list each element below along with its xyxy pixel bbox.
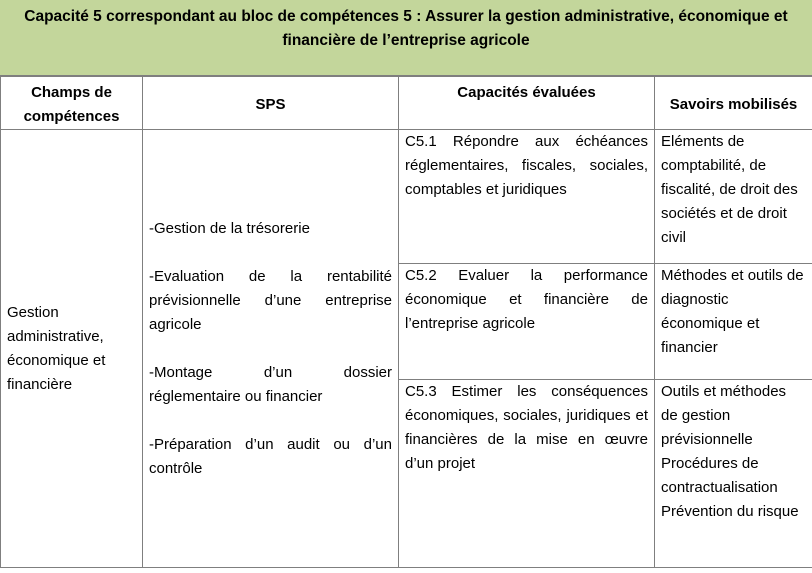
sps-item: -Montage d’un dossier réglementaire ou financier <box>149 363 392 405</box>
sps-item: -Gestion de la trésorerie <box>149 219 310 237</box>
section-title-banner <box>0 0 812 76</box>
savoirs-cell-c5-2 <box>655 264 812 380</box>
savoir-item: Eléments de comptabilité, de fiscalité, de droit des sociétés et de droit civil <box>661 133 798 246</box>
savoirs-cell-c5-1 <box>655 130 812 264</box>
champs-cell: Gestion administrative, économique et financière <box>1 130 143 568</box>
competences-table <box>0 76 812 568</box>
capacite-cell-c5-3: C5.3 Estimer les conséquences économiques, sociales, juridiques et financières de la mise en œuvre d’un projet <box>399 380 655 568</box>
capacite-cell-c5-1: C5.1 Répondre aux échéances réglementaires, fiscales, sociales, comptables et juridiques <box>399 130 655 264</box>
table-header-row <box>1 77 812 130</box>
sps-cell <box>143 130 399 568</box>
sps-item: -Evaluation de la rentabilité prévisionnelle d’une entreprise agricole <box>149 267 392 333</box>
sps-item: -Préparation d’un audit ou d’un contrôle <box>149 435 392 477</box>
header-savoirs: Savoirs mobilisés <box>655 77 812 130</box>
banner-title-line-2: financière de l’entreprise agricole <box>282 32 530 49</box>
savoir-item: Prévention du risque <box>661 503 799 520</box>
savoir-item: Méthodes et outils de diagnostic économique et financier <box>661 267 804 356</box>
header-champs: Champs de compétences <box>1 77 143 130</box>
savoir-item: Outils et méthodes de gestion prévisionnelle <box>661 383 787 448</box>
header-capacites: Capacités évaluées <box>399 77 655 130</box>
header-sps: SPS <box>143 77 399 130</box>
capacite-cell-c5-2: C5.2 Evaluer la performance économique et financière de l’entreprise agricole <box>399 264 655 380</box>
table-row <box>1 130 812 264</box>
savoirs-cell-c5-3 <box>655 380 812 568</box>
savoir-item: Procédures de contractualisation <box>661 455 778 496</box>
banner-title-line-1: Capacité 5 correspondant au bloc de compétences 5 : Assurer la gestion administrative, économique et <box>24 8 788 25</box>
